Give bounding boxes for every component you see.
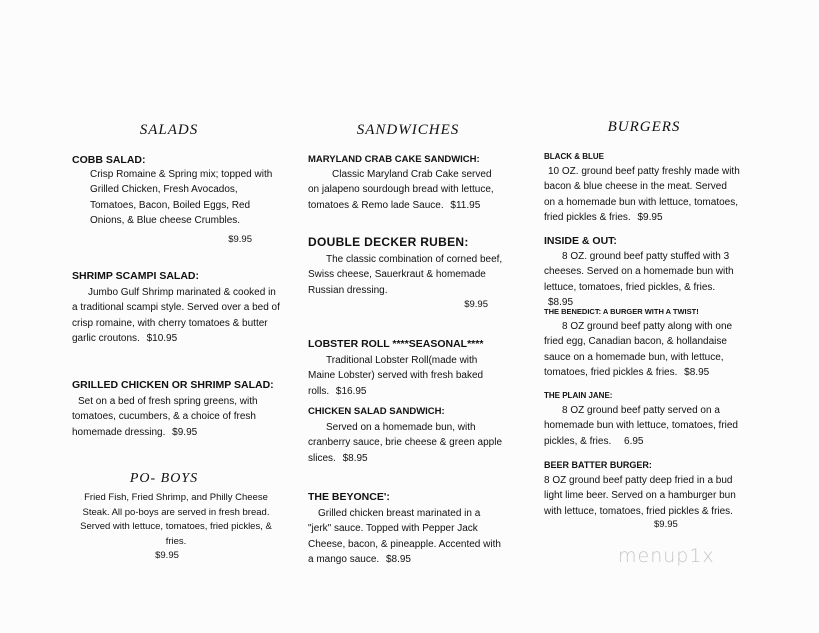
item-price: 6.95: [624, 435, 644, 447]
item-name: THE PLAIN JANE:: [544, 391, 613, 400]
item-name: THE BENEDICT: A BURGER WITH A TWIST!: [544, 307, 699, 316]
item-name: CHICKEN SALAD SANDWICH:: [308, 406, 445, 417]
item-description-text: 8 OZ ground beef patty served on a homemade bun with lettuce, tomatoes, fried pickles, & fries.: [544, 405, 738, 447]
item-price: $9.95: [155, 550, 179, 561]
item-description: [308, 353, 506, 399]
menu-item-crab-cake-sandwich: [308, 153, 508, 213]
item-price: $9.95: [637, 211, 663, 223]
menu-item-black-and-blue: [544, 150, 744, 225]
item-name: THE BEYONCE':: [308, 491, 390, 503]
item-name: COBB SALAD:: [72, 154, 146, 166]
item-name: BEER BATTER BURGER:: [544, 460, 652, 470]
item-price: $8.95: [385, 553, 411, 565]
salads-heading: SALADS: [139, 122, 199, 138]
sandwiches-column: [308, 0, 508, 633]
menu-item-the-beyonce: [308, 491, 508, 567]
item-description: [308, 167, 504, 213]
item-description: [72, 285, 282, 346]
item-description: [308, 506, 506, 567]
item-description: [544, 319, 744, 380]
item-price: $9.95: [228, 234, 252, 246]
item-description-text: Served on a homemade bun, with cranberry sauce, brie cheese & green apple slices.: [308, 422, 503, 464]
item-price: $8.95: [548, 296, 574, 308]
item-name: GRILLED CHICKEN OR SHRIMP SALAD:: [72, 379, 274, 391]
item-description: Crisp Romaine & Spring mix; topped with Grilled Chicken, Fresh Avocados, Tomatoes, Bacon, Boiled Eggs, Red Onions, & Blue cheese Crumbles.: [90, 169, 273, 226]
menu-item-the-benedict: [544, 305, 744, 380]
menupix-watermark: menup1x: [618, 545, 715, 567]
salads-column: [62, 0, 282, 633]
menu-item-shrimp-scampi-salad: [72, 270, 282, 346]
item-name: BLACK & BLUE: [544, 152, 604, 161]
item-price: $9.95: [172, 426, 198, 438]
item-description: [544, 249, 740, 310]
item-price: $9.95: [464, 298, 488, 310]
item-price: $16.95: [335, 385, 367, 397]
item-price: $8.95: [342, 452, 368, 464]
item-name: SHRIMP SCAMPI SALAD:: [72, 270, 199, 282]
item-name: LOBSTER ROLL ****SEASONAL****: [308, 338, 484, 350]
item-name: DOUBLE DECKER RUBEN:: [308, 235, 469, 249]
item-description: Fried Fish, Fried Shrimp, and Philly Cheese Steak. All po-boys are served in fresh bread. Served with lettuce, tomatoes, fried pickles, & fries.: [80, 492, 272, 547]
menu-item-grilled-chicken-salad: [72, 379, 282, 440]
item-price: $11.95: [450, 199, 481, 211]
item-description: 8 OZ ground beef patty deep fried in a bud light lime beer. Served on a hamburger bun with lettuce, tomatoes, fried pickles & fries.: [544, 475, 736, 517]
item-description-text: Set on a bed of fresh spring greens, with tomatoes, cucumbers, & a choice of fresh homemade dressing.: [72, 396, 258, 438]
menu-item-chicken-salad-sandwich: [308, 405, 508, 466]
item-description: [308, 252, 504, 298]
item-description-text: Grilled chicken breast marinated in a "jerk" sauce. Topped with Pepper Jack Cheese, bacon, & pineapple. Accented with a mango sauce.: [308, 508, 501, 565]
menu-item-lobster-roll: [308, 338, 508, 399]
item-description-text: Traditional Lobster Roll(made with Maine Lobster) served with fresh baked rolls.: [308, 355, 484, 397]
item-name: MARYLAND CRAB CAKE SANDWICH:: [308, 154, 480, 165]
item-description-text: 10 OZ. ground beef patty freshly made with bacon & blue cheese in the meat. Served on a homemade bun with lettuce, tomatoes, fried pickles & fries.: [544, 166, 740, 223]
item-description: [308, 420, 504, 466]
item-description: [544, 403, 740, 449]
item-description-text: 8 OZ ground beef patty along with one fried egg, Canadian bacon, & hollandaise sauce on a homemade bun, with lettuce, tomatoes, fried pickles & fries.: [544, 321, 733, 378]
item-price: $10.95: [146, 332, 178, 344]
item-price: $8.95: [684, 366, 710, 378]
item-name: INSIDE & OUT:: [544, 235, 617, 247]
item-description-text: The classic combination of corned beef, Swiss cheese, Sauerkraut & homemade Russian dressing.: [308, 254, 503, 296]
item-description-text: Classic Maryland Crab Cake served on jalapeno sourdough bread with lettuce, tomatoes & Remo lade Sauce.: [308, 169, 494, 211]
burgers-column: [544, 0, 744, 633]
burgers-heading: BURGERS: [607, 119, 681, 135]
menu-item-the-plain-jane: [544, 389, 744, 449]
menu-item-cobb-salad: [72, 154, 277, 245]
item-description: [72, 394, 272, 440]
menu-item-inside-and-out: [544, 235, 744, 310]
item-price: $9.95: [654, 518, 678, 530]
menu-item-double-decker-ruben: [308, 236, 508, 310]
item-description-text: Jumbo Gulf Shrimp marinated & cooked in a traditional scampi style. Served over a bed of crisp romaine, with cherry tomatoes & butter garlic croutons.: [72, 287, 280, 344]
sandwiches-heading: SANDWICHES: [356, 122, 460, 138]
poboys-heading: PO- BOYS: [129, 471, 199, 486]
item-description: [544, 164, 740, 225]
menu-item-poboys: [70, 491, 282, 561]
menu-item-beer-batter-burger: [544, 459, 744, 530]
item-description-text: 8 OZ. ground beef patty stuffed with 3 cheeses. Served on a homemade bun with lettuce, tomatoes, fried pickles, & fries.: [544, 251, 734, 293]
